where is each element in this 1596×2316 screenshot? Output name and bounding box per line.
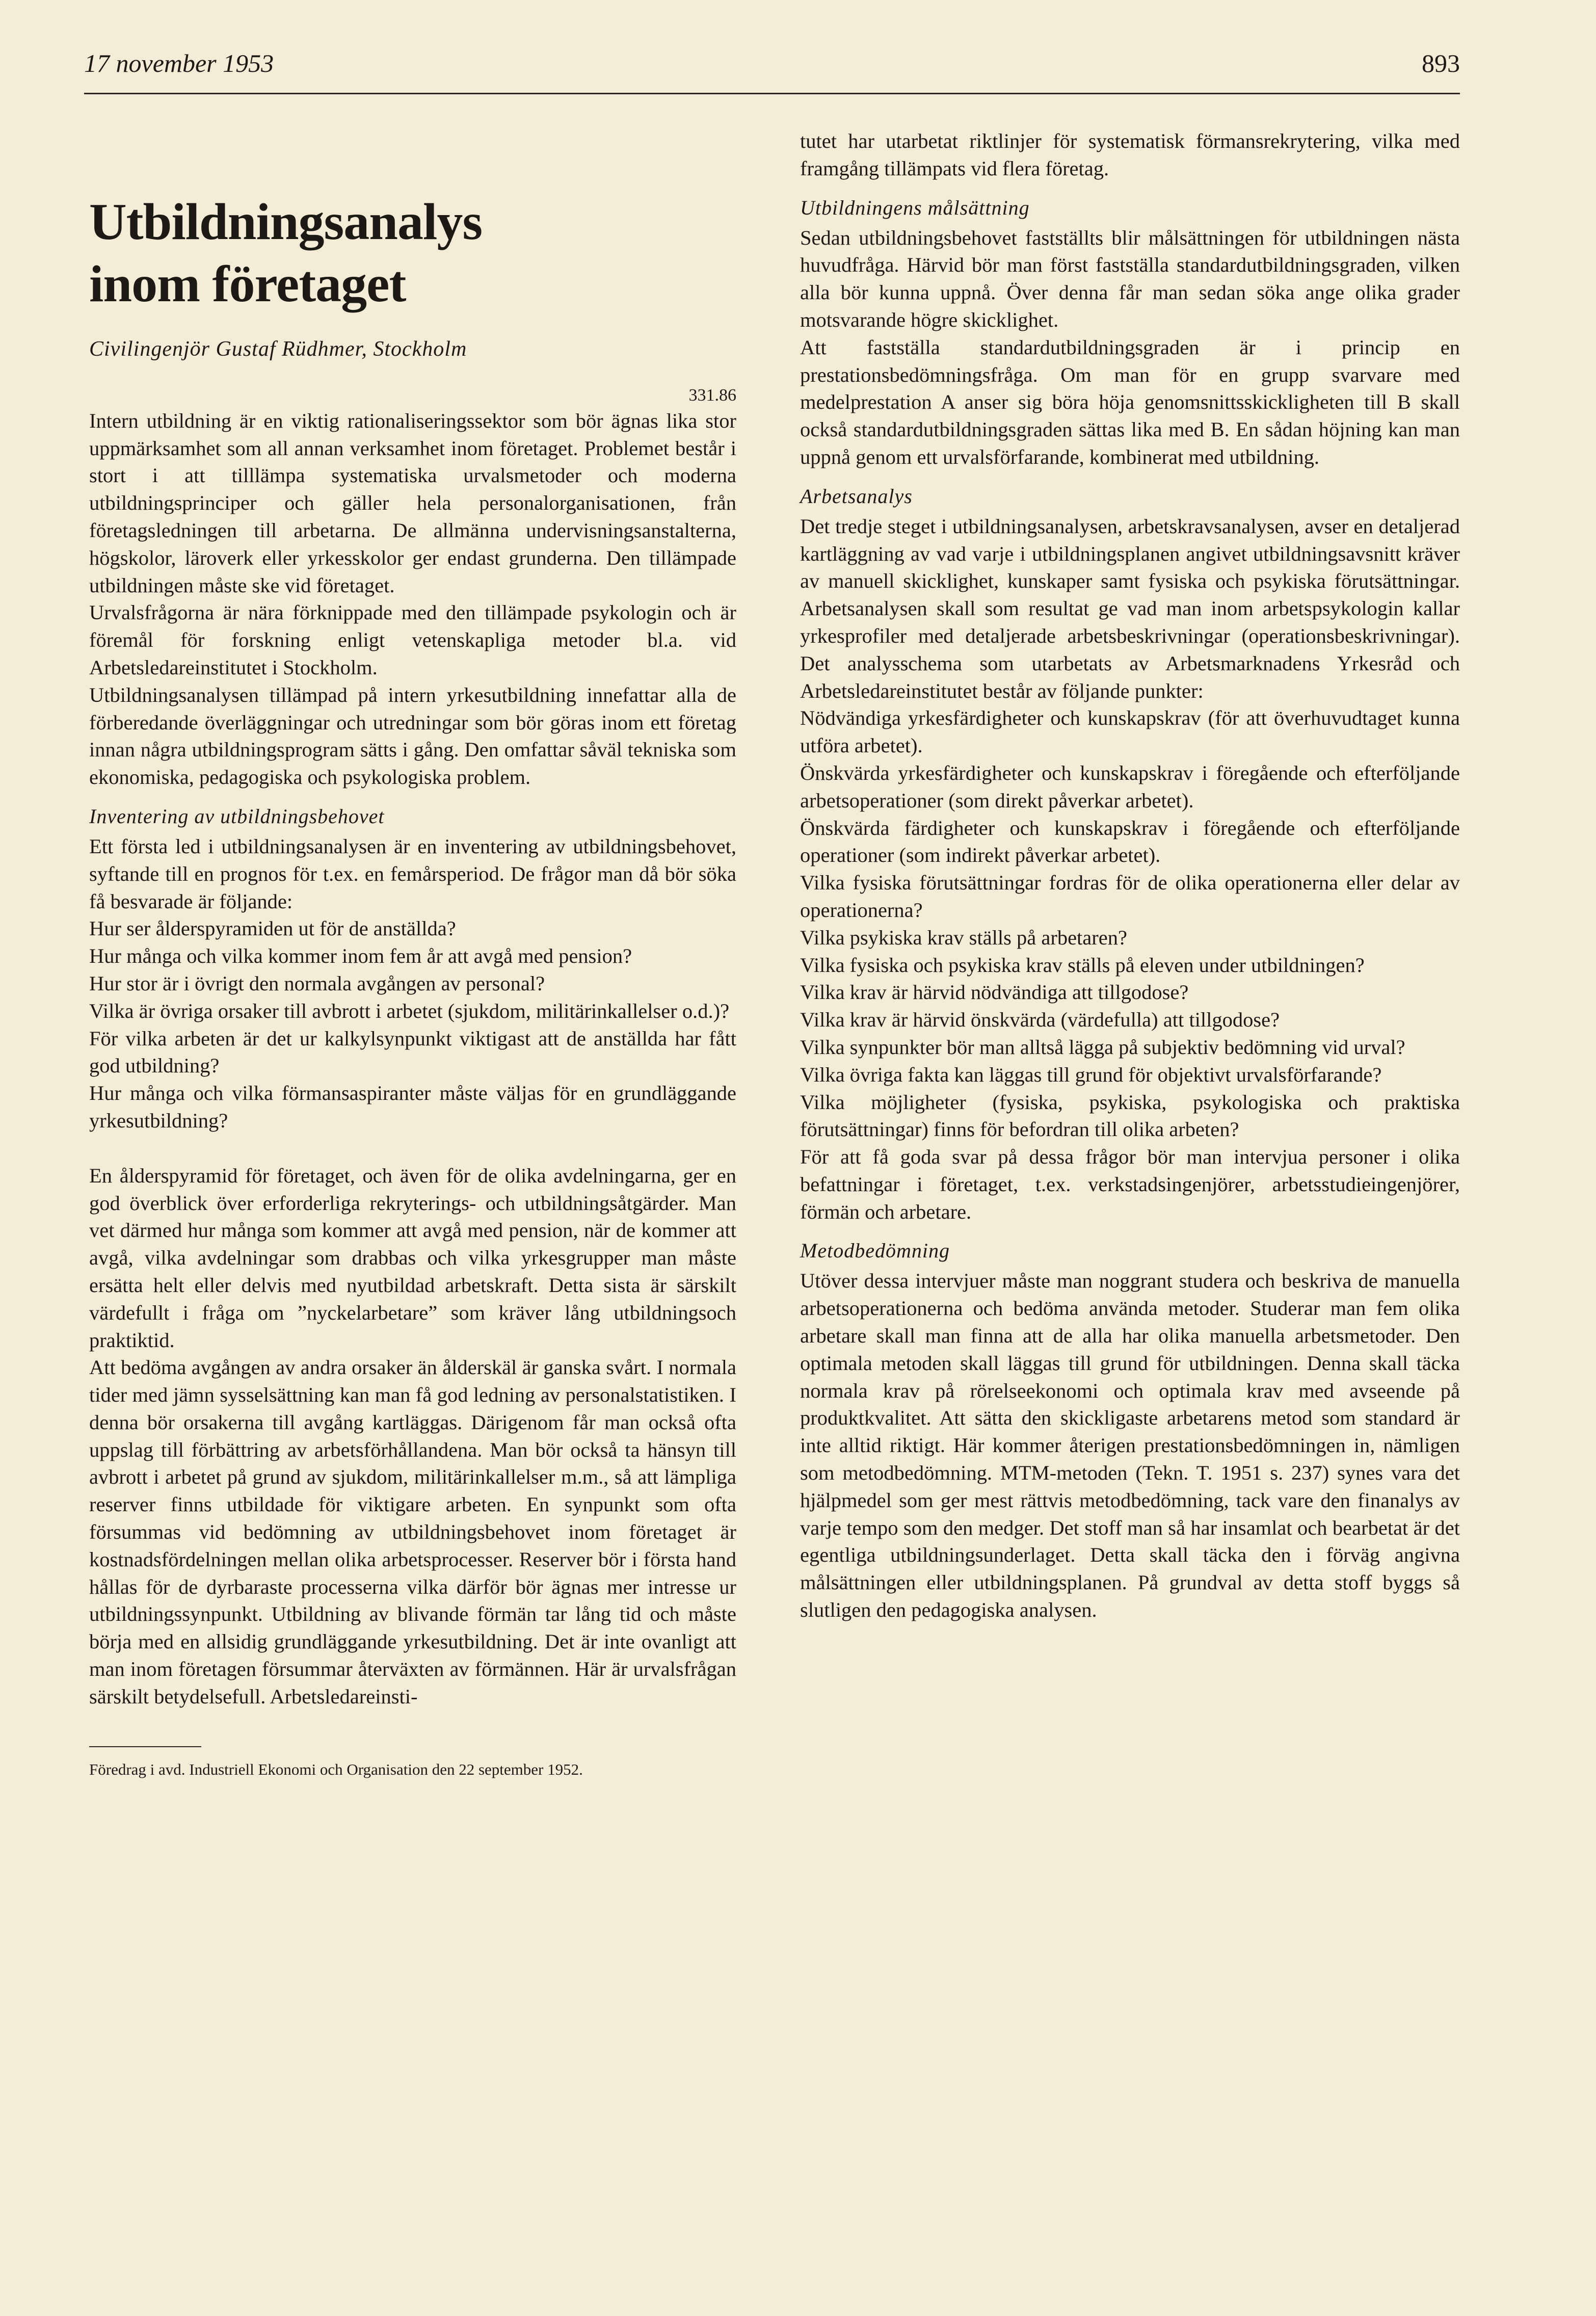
list-item: Önskvärda färdigheter och kunskapskrav i föregående och efterföljande operationer (som indirekt påverkar arbetet). [800,816,1460,867]
paragraph: Utbildningsanalysen tillämpad på intern yrkesutbildning innefattar alla de förberedande överläggningar och utredningar som bör göras inom ett företag innan några utbildningsprogram sätts i gång. Den omfattar såväl tekniska som ekonomiska, pedagogiska och psykologiska problem. [89,683,736,789]
paragraph: Att fastställa standardutbildningsgraden är i princip en prestationsbedömningsfråga. Om man för en grupp svarvare med medelprestation A anser sig böra höja genomsnittsskickligheten till B skall också standardutbildningsgraden sättas lika med B. En sådan höjning kan man uppnå genom ett urvalsförfarande, kombinerat med utbildning. [800,335,1460,468]
question-item: Vilka psykiska krav ställs på arbetaren? [800,926,1127,949]
section-heading-goals: Utbildningens målsättning [800,196,1030,219]
paragraph: Sedan utbildningsbehovet fastställts blir målsättningen för utbildningen nästa huvudfråga. Härvid bör man först fastställa standardutbildningsgraden, vilken alla bör kunna uppnå. Över denna får man sedan söka ange olika grader motsvarande högre skicklighet. [800,226,1460,331]
paragraph: Utöver dessa intervjuer måste man noggrant studera och beskriva de manuella arbetsoperationerna och bedöma använda metoder. Studerar man fem olika arbetare skall man finna att de alla har olika manuella arbetsmetoder. Den optimala metoden skall läggas till grund för utbildningen. Denna skall täcka normala krav på rörelseekonomi och optimala krav med avseende på produktkvalitet. Att sätta den skickligaste arbetarens metod som standard är inte alltid riktigt. Här kommer återigen prestationsbedömningen in, nämligen som metodbedömning. MTM-metoden (Tekn. T. 1951 s. 237) synes vara det hjälpmedel som ger mest rättvis metodbedömning, tack vare den finanalys av varje tempo som den medger. Det stoff man så har insamlat och bearbetat är det egentliga utbildningsunderlaget. Detta skall täcka den i förväg angivna målsättningen eller utbildningsplanen. På grundval av detta stoff byggs så slutligen den pedagogiska analysen. [800,1269,1460,1622]
question-item: Vilka fysiska förutsättningar fordras för de olika operationerna eller delar av operationerna? [800,871,1460,922]
question-item: Vilka är övriga orsaker till avbrott i arbetet (sjukdom, militärinkallelser o.d.)? [89,999,730,1022]
question-item: Vilka krav är härvid nödvändiga att tillgodose? [800,981,1189,1004]
paragraph: Intern utbildning är en viktig rationaliseringssektor som bör ägnas lika stor uppmärksamhet som all annan verksamhet inom företaget. Problemet består i stort i att tilllämpa systematiska urvalsmetoder och moderna utbildningsprinciper och gäller hela personalorganisationen, från företagsledningen till arbetarna. De allmänna undervisningsanstalterna, högskolor, läroverk eller yrkesskolor ger endast grunderna. Den tillämpade utbildningen måste ske vid företaget. [89,409,736,597]
question-item: För vilka arbeten är det ur kalkylsynpunkt viktigast att de anställda har fått god utbildning? [89,1027,736,1077]
footnote-rule [89,1746,201,1747]
paragraph: tutet har utarbetat riktlinjer för systematisk förmansrekrytering, vilka med framgång tillämpats vid flera företag. [800,129,1460,180]
paragraph: Urvalsfrågorna är nära förknippade med den tillämpade psykologin och är föremål för forskning enligt vetenskapliga metoder bl.a. vid Arbetsledareinstitutet i Stockholm. [89,601,736,679]
question-item: Hur ser ålderspyramiden ut för de anställda? [89,917,456,940]
list-item: Nödvändiga yrkesfärdigheter och kunskapskrav (för att överhuvudtaget kunna utföra arbetet). [800,706,1460,757]
header-rule [84,93,1460,94]
classification-number: 331.86 [688,385,736,405]
question-item: Vilka möjligheter (fysiska, psykiska, psykologiska och praktiska förutsättningar) finns för befordran till olika arbeten? [800,1090,1460,1141]
list-item: Önskvärda yrkesfärdigheter och kunskapskrav i föregående och efterföljande arbetsoperationer (som direkt påverkar arbetet). [800,761,1460,812]
issue-date: 17 november 1953 [84,49,274,77]
question-item: Hur många och vilka förmansaspiranter måste väljas för en grundläggande yrkesutbildning? [89,1082,736,1132]
paragraph-gap [89,1135,736,1162]
paragraph: Ett första led i utbildningsanalysen är en inventering av utbildningsbehovet, syftande till en prognos för t.ex. en femårsperiod. De frågor man då bör söka få besvarade är följande: [89,834,736,913]
article-title [89,191,736,315]
question-item: Vilka fysiska och psykiska krav ställs på eleven under utbildningen? [800,953,1365,977]
author-byline: Civilingenjör Gustaf Rüdhmer, Stockholm [89,337,467,361]
running-header [84,48,1460,89]
left-column [89,191,736,1780]
question-item: Vilka krav är härvid önskvärda (värdefulla) att tillgodose? [800,1008,1280,1032]
question-item: Hur många och vilka kommer inom fem år att avgå med pension? [89,944,632,968]
page-number: 893 [1422,49,1460,77]
section-heading-method: Metodbedömning [800,1239,950,1262]
section-heading-inventory: Inventering av utbildningsbehovet [89,804,385,828]
section-heading-work-analysis: Arbetsanalys [800,484,913,508]
paragraph: Att bedöma avgången av andra orsaker än ålderskäl är ganska svårt. I normala tider med jämn sysselsättning kan man få god ledning av personalstatistiken. I denna bör orsakerna till avgång kartläggas. Därigenom får man också ofta uppslag till förbättring av arbetsförhållandena. Man bör också ta hänsyn till avbrott i arbetet på grund av sjukdom, militärinkallelser m.m., så att lämpliga reserver finns utbildade för viktigare arbeten. En synpunkt som ofta försummas vid bedömning av utbildningsbehovet inom företaget är kostnadsfördelningen mellan olika arbetsprocesser. Reserver bör i första hand hållas för de dyrbaraste processerna vilka därför bör ägnas mer intresse ur utbildningssynpunkt. Utbildning av blivande förmän tar lång tid och måste börja med en allsidig grundläggande yrkesutbildning. Det är inte ovanligt att man inom företagen försummar återväxten av förmännen. Här är urvalsfrågan särskilt betydelsefull. Arbetsledareinsti- [89,1356,736,1708]
question-item: Vilka synpunkter bör man alltså lägga på subjektiv bedömning vid urval? [800,1035,1405,1059]
question-item: Vilka övriga fakta kan läggas till grund för objektivt urvalsförfarande? [800,1063,1382,1086]
question-item: Hur stor är i övrigt den normala avgången av personal? [89,971,545,995]
paragraph: En ålderspyramid för företaget, och även för de olika avdelningarna, ger en god överblick över erforderliga rekryterings- och utbildningsåtgärder. Man vet därmed hur många som kommer att avgå med pension, när de kommer att avgå, vilka avdelningar som drabbas och vilka yrkesgrupper man måste ersätta helt eller delvis med nyutbildad arbetskraft. Detta sista är särskilt värdefullt i fråga om ”nyckelarbetare” som kräver lång utbildningsoch praktiktid. [89,1164,736,1352]
paragraph: För att få goda svar på dessa frågor bör man intervjua personer i olika befattningar i företaget, t.ex. verkstadsingenjörer, arbetsstudieingenjörer, förmän och arbetare. [800,1145,1460,1223]
title-line-1: Utbildningsanalys [89,193,483,251]
paragraph: Det tredje steget i utbildningsanalysen, arbetskravsanalysen, avser en detaljerad kartläggning av vad varje i utbildningsplanen angivet utbildningsavsnitt kräver av manuell skicklighet, kunskaper samt fysiska och psykiska förutsättningar. Arbetsanalysen skall som resultat ge vad man inom arbetspsykologin kallar yrkesprofiler med detaljerade arbetsbeskrivningar (operationsbeskrivningar). Det analysschema som utarbetats av Arbetsmarknadens Yrkesråd och Arbetsledareinstitutet består av följande punkter: [800,514,1460,702]
title-line-2: inom företaget [89,255,406,313]
right-column [800,127,1460,1624]
footnote: Föredrag i avd. Industriell Ekonomi och Organisation den 22 september 1952. [89,1760,583,1778]
